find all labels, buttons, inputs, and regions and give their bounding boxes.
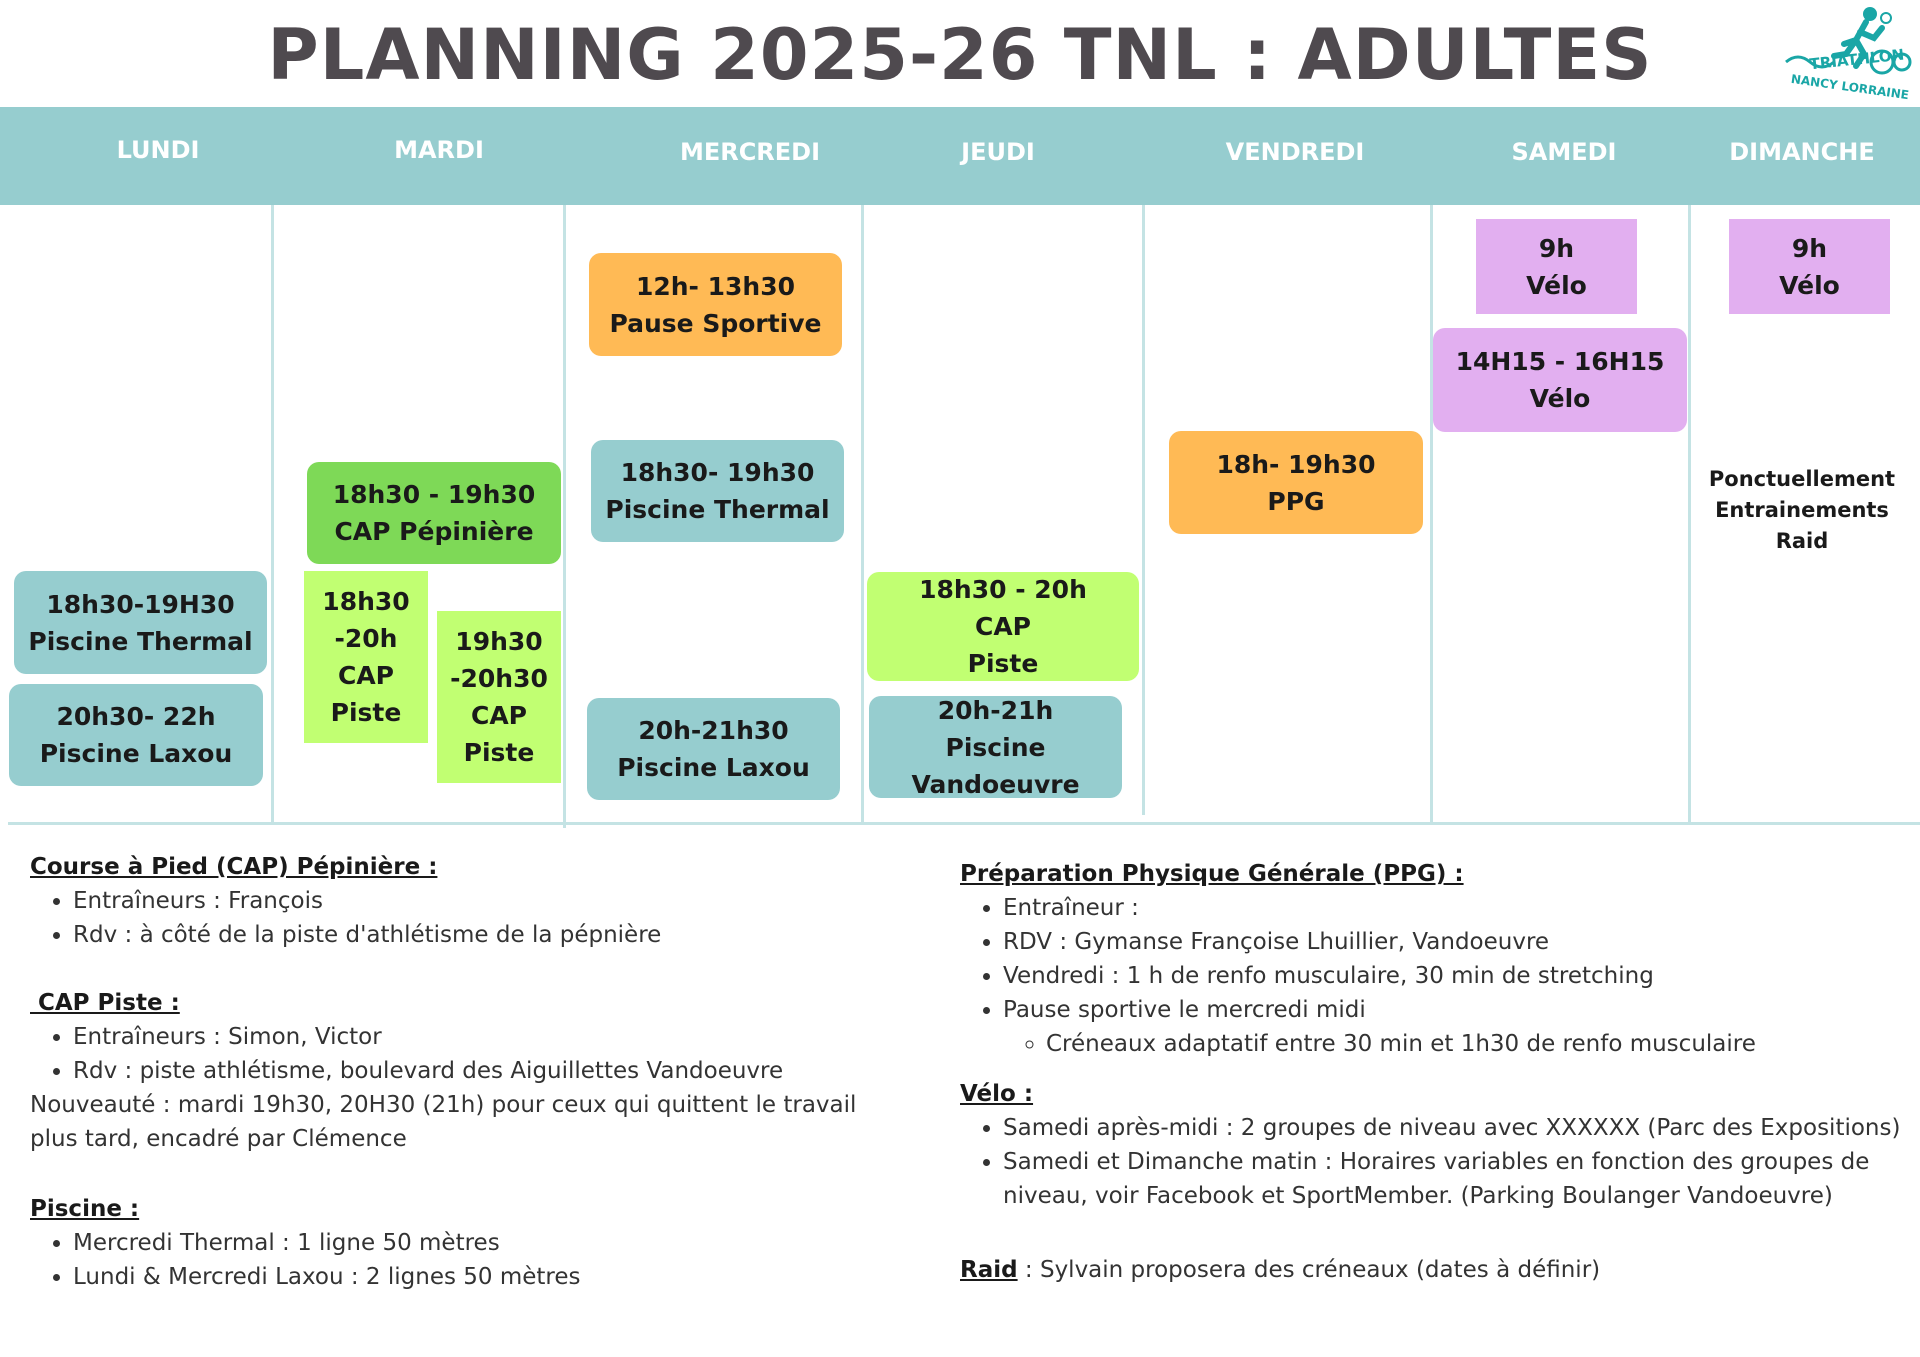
session-activity: Piscine Thermal xyxy=(605,495,830,524)
session-line: 19h30 xyxy=(455,627,543,656)
page-title: PLANNING 2025-26 TNL : ADULTES xyxy=(267,14,1653,96)
session-activity: Pause Sportive xyxy=(609,308,822,338)
column-divider xyxy=(1688,205,1691,825)
session-mercredi-piscine-thermal xyxy=(591,440,844,542)
session-line: Piste xyxy=(330,698,402,727)
session-jeudi-cap-piste xyxy=(867,572,1139,681)
session-time: 9h xyxy=(1791,233,1828,263)
session-activity: Piscine Laxou xyxy=(617,753,810,782)
session-activity: Piscine Thermal xyxy=(28,626,253,656)
session-mercredi-piscine-laxou xyxy=(587,698,840,800)
session-time: 18h- 19h30 xyxy=(1216,449,1376,479)
session-lundi-piscine-thermal xyxy=(14,571,267,674)
info-item: • Entraîneurs : Simon, Victor xyxy=(73,1020,870,1054)
session-line: CAP xyxy=(337,661,395,690)
section-title: Préparation Physique Générale (PPG) : xyxy=(960,861,1464,887)
session-samedi-velo-matin xyxy=(1476,219,1637,314)
session-line: 20h-21h xyxy=(937,695,1054,725)
session-line: Piste xyxy=(463,738,535,767)
session-samedi-velo-apres-midi xyxy=(1433,328,1687,432)
note-line: Entrainements xyxy=(1715,498,1889,522)
session-line: Piscine xyxy=(945,732,1046,762)
info-item: • Rdv : piste athlétisme, boulevard des Aiguillettes Vandoeuvre xyxy=(73,1054,870,1088)
day-mercredi: MERCREDI xyxy=(679,138,821,166)
day-jeudi: JEUDI xyxy=(961,138,1035,166)
column-divider xyxy=(271,205,274,825)
info-item: • Entraîneurs : François xyxy=(73,884,910,918)
session-line: 18h30 xyxy=(322,587,410,616)
session-activity: CAP Pépinière xyxy=(334,517,534,546)
session-line: Vandoeuvre xyxy=(911,769,1080,799)
column-divider xyxy=(1430,205,1433,825)
section-title: Piscine : xyxy=(30,1196,140,1222)
session-time: 20h-21h30 xyxy=(638,716,789,745)
info-cap-pepiniere xyxy=(30,850,910,952)
dimanche-note xyxy=(1702,464,1902,557)
day-dimanche: DIMANCHE xyxy=(1729,138,1875,166)
session-time: 18h30-19H30 xyxy=(46,589,235,619)
column-divider xyxy=(563,205,566,828)
day-mardi: MARDI xyxy=(394,136,484,164)
info-velo xyxy=(960,1077,1910,1213)
info-item: • Vendredi : 1 h de renfo musculaire, 30 min de stretching xyxy=(1003,959,1910,993)
info-note: Nouveauté : mardi 19h30, 20H30 (21h) pour ceux qui quittent le travail plus tard, encadré par Clémence xyxy=(30,1092,857,1152)
info-item: • Entraîneur : xyxy=(1003,891,1910,925)
info-subitem: ◦ Créneaux adaptatif entre 30 min et 1h30 de renfo musculaire xyxy=(1046,1027,1910,1061)
info-item: • Pause sportive le mercredi midi xyxy=(1003,993,1910,1027)
session-time: 12h- 13h30 xyxy=(635,271,796,301)
logo-line2: NANCY LORRAINE xyxy=(1790,71,1910,100)
note-line: Raid xyxy=(1775,529,1829,553)
session-jeudi-piscine-vandoeuvre xyxy=(869,696,1122,798)
session-mardi-cap-piste-1830 xyxy=(304,571,428,743)
info-item: • RDV : Gymanse Françoise Lhuillier, Vandoeuvre xyxy=(1003,925,1910,959)
schedule-bottom-line xyxy=(8,822,1920,825)
info-piscine xyxy=(30,1192,870,1294)
raid-text: : Sylvain proposera des créneaux (dates à définir) xyxy=(1017,1257,1601,1283)
info-raid xyxy=(960,1253,1910,1287)
info-cap-piste xyxy=(30,986,870,1156)
day-lundi: LUNDI xyxy=(116,136,200,164)
session-time: 18h30- 19h30 xyxy=(620,458,815,487)
note-line: Ponctuellement xyxy=(1708,467,1896,491)
session-mardi-cap-piste-1930 xyxy=(437,611,561,783)
session-line: CAP xyxy=(470,701,528,730)
session-mardi-cap-pepiniere xyxy=(307,462,561,564)
session-line: -20h xyxy=(334,624,398,653)
club-logo xyxy=(1782,4,1912,100)
session-activity: Vélo xyxy=(1779,270,1840,300)
triathlon-runner-icon xyxy=(1782,4,1912,100)
day-vendredi: VENDREDI xyxy=(1225,138,1365,166)
session-time: 20h30- 22h xyxy=(56,702,216,731)
session-line: Piste xyxy=(967,649,1039,678)
section-title: CAP Piste : xyxy=(30,990,180,1016)
session-time: 18h30 - 19h30 xyxy=(332,480,536,509)
section-title: Course à Pied (CAP) Pépinière : xyxy=(30,854,438,880)
session-dimanche-velo xyxy=(1729,219,1890,314)
session-activity: Vélo xyxy=(1526,270,1587,300)
info-item: • Rdv : à côté de la piste d'athlétisme de la pépnière xyxy=(73,918,910,952)
column-divider xyxy=(1142,205,1145,815)
session-activity: PPG xyxy=(1267,486,1325,516)
session-activity: Piscine Laxou xyxy=(39,739,233,768)
section-title: Vélo : xyxy=(960,1081,1034,1107)
session-line: -20h30 xyxy=(450,664,548,693)
session-activity: Vélo xyxy=(1529,384,1591,413)
session-vendredi-ppg xyxy=(1169,431,1423,534)
info-item: • Samedi après-midi : 2 groupes de niveau avec XXXXXX (Parc des Expositions) xyxy=(1003,1111,1910,1145)
session-lundi-piscine-laxou xyxy=(9,684,263,786)
session-time: 9h xyxy=(1538,233,1575,263)
column-divider xyxy=(861,205,864,825)
info-ppg xyxy=(960,857,1910,1061)
logo-line1: TRIATHLON xyxy=(1808,45,1905,74)
session-time: 14H15 - 16H15 xyxy=(1455,347,1665,376)
session-line: CAP xyxy=(974,612,1032,641)
info-item: • Lundi & Mercredi Laxou : 2 lignes 50 mètres xyxy=(73,1260,870,1294)
raid-label: Raid xyxy=(960,1257,1018,1283)
session-mercredi-pause-sportive xyxy=(589,253,842,356)
session-line: 18h30 - 20h xyxy=(919,575,1087,604)
info-item: • Samedi et Dimanche matin : Horaires variables en fonction des groupes de niveau, voir Facebook et SportMember. (Parking Boulanger Vandoeuvre) xyxy=(1003,1145,1910,1213)
info-item: • Mercredi Thermal : 1 ligne 50 mètres xyxy=(73,1226,870,1260)
day-samedi: SAMEDI xyxy=(1511,138,1617,166)
